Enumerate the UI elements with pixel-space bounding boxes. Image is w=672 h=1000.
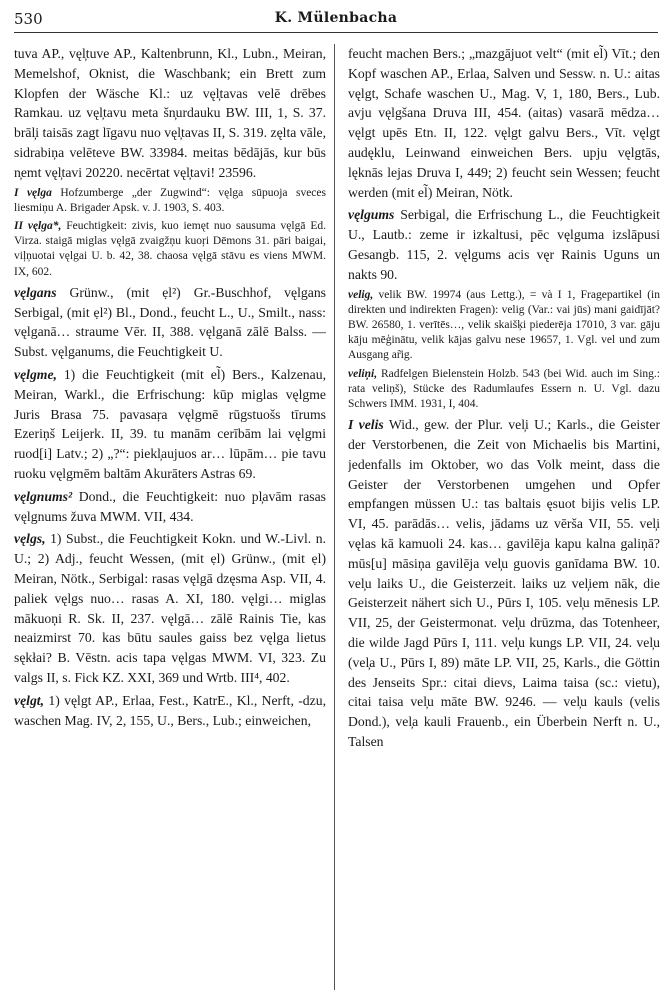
entry-text: Wid., gew. der Plur. vel̦i U.; Karls., die Geister der Verstorbenen, die Zeit von Michaelis bis Martini, jedenfalls im Oktober, wo das Volk meint, dass die Geister der Verstorbenen umgehen und Opfer empfangen müssen U.: tas baltais ęsuot bijis velis LP. VI, 45. parādās… velis, jādams uz vērša VII, 55. vel̦i vęlas kā kamuoli 24. kas… gavilēja kapu kalna galiņā? mūs[u] māsiņa gavilēja vel̦u guovis ganīdama BW. 10. vel̦u laiks U., die Geisterzeit. laiks uz vel̦iem nāk, die Geisterzeit nähert sich U., Pūrs I, 105. vel̦u mēnesis LP. VII, 25, der Geistermonat. vel̦u drūzma, das Totenheer, die wilde Jagd Pūrs I, 111. vel̦u kungs LP. VII, 24. vel̦u (vel̦a U., Pūrs I, 89) māte LP. VII, 25, Karls., die Göttin des Jenseits Spr.: citai dievs, Laima taisa (sc.: vietu), citai taisa vel̦u māte BW. 9246. — vel̦u kauls (velis Dond.), vel̦a kauli Frauenb., ein Überbein Nerft n. U., Talsen xyxy=(348,417,660,749)
entry-headword: vęlgt, xyxy=(14,692,45,708)
entry-text: 1) die Feuchtigkeit (mit el̃) Bers., Kalzenau, Meiran, Warkl., die Erfrischung: kūp miglas vęlgme Juris Brasa 75. pavasaŗa vęlgmē rūgstuošs tīrums Ezeriņš Leijerk. II, 39. tu manām cerībām lai vęlgmi ruod[i] Latv.; 2) „?“: piekl̦aujuos ar… lūpām… pie tavu ruoku vęlgmēm baltām Akurāters Astras 69. xyxy=(14,366,326,481)
left-column xyxy=(14,44,326,994)
entry-headword: veliņi, xyxy=(348,367,378,380)
page-number: 530 xyxy=(14,10,43,28)
entry-text: Hofzumberge „der Zugwind“: vęlga sūpuoja sveces liesmiņu A. Brigader Apsk. v. J. 1903, S. 403. xyxy=(14,186,326,214)
entry-text: 1) Subst., die Feuchtigkeit Kokn. und W.-Livl. n. U.; 2) Adj., feucht Wessen, (mit ẹl) Grünw., (mit ẹl) Meiran, Nötk., Serbigal: rasas vęlgā dzęsma Asp. VII, 4. paliek vęlgs nuo… rasas A. XI, 180. vęlgi… miglas mākuoņi R. Sk. II, 237. vęlgā… zālē Rainis Tie, kas neaizmirst 70. kas būtu saules gaiss bez vęlga lietus sękłai? B. Vēstn. acis tapa vęlgas MWM. VI, 323. Zu valgs II, s. Fick KZ. XXI, 369 und Wrtb. III⁴, 402. xyxy=(14,531,326,685)
entry-text: tuva AP., vęl̦tuve AP., Kaltenbrunn, Kl., Lubn., Meiran, Memelshof, Oknist, die Waschbank; ein Brett zum Klopfen der Wäsche Kl.: uz vęl̦tavas velē drēbes Ramkau. uz vęl̦tavu meta šn̦urdauku BW. III, 1, S. 37. brāl̦i taisās zagt līgavu nuo vęl̦tavas II, S. 319. zęlta vāle, sidrabiņa velēteve BW. 33984. meitas bēdājās, kur būs n̦emt vęl̦tavi 20220. necērtat vęl̦tavi! 23596. xyxy=(14,46,326,180)
entry-text: feucht machen Bers.; „mazgājuot velt“ (mit el̃) Vīt.; den Kopf waschen AP., Erlaa, Salven und Sessw. n. U.: aitas vęlgt, Schafe waschen U., Mag. V, 1, 180, Bers., Lub. avju vęlgšana Druva III, 454. (aitas) vasarā mēdza… vęlgt upēs Etn. II, 122. vęlgt galvu Bers., Vīt. vęlgt audęklu, Leinwand einweichen Bers. upju vęlgtās, lęknās lejas Druva I, 449; 2) feucht sein Wessen; feucht werden (mit el̃) Meiran, Nötk. xyxy=(348,46,660,200)
dictionary-entry xyxy=(14,529,326,687)
entry-headword: velig, xyxy=(348,288,374,301)
column-divider xyxy=(334,44,335,990)
dictionary-entry xyxy=(348,415,660,752)
entry-text: 1) vęlgt AP., Erlaa, Fest., KatrE., Kl., Nerft, -dzu, waschen Mag. IV, 2, 155, U., Bers., Lub.; einweichen, xyxy=(14,692,326,728)
entry-headword: II vęlga*, xyxy=(14,219,62,232)
entry-text: Feuchtigkeit: zivis, kuo iemęt nuo sausuma vęlgā Ed. Virza. staigā miglas vęlgā zvaigžņu kuoŗi Dēmons 31. pāri baigai, viļņuotai vęlgai U. b. 42, 38. chaosa vęlgā stāvu es viens MWM. IX, 602. xyxy=(14,219,326,278)
dictionary-entry xyxy=(14,365,326,484)
entry-text: Dond., die Feuchtigkeit: nuo pl̦avām rasas vęlgnums žuva MWM. VII, 434. xyxy=(14,488,326,524)
dictionary-entry xyxy=(348,44,660,202)
dictionary-entry xyxy=(14,487,326,527)
page-header xyxy=(14,10,658,33)
dictionary-entry xyxy=(14,219,326,280)
dictionary-entry xyxy=(348,288,660,364)
dictionary-entry xyxy=(14,186,326,216)
entry-headword: vęlgs, xyxy=(14,531,46,547)
entry-headword: vęlgme, xyxy=(14,366,57,382)
dictionary-entry xyxy=(348,367,660,413)
running-head: K. Mülenbacha xyxy=(274,10,398,26)
right-column xyxy=(348,44,660,994)
dictionary-entry xyxy=(348,205,660,284)
entry-headword: vęlgnums² xyxy=(14,488,73,504)
dictionary-entry xyxy=(14,283,326,362)
entry-headword: I velis xyxy=(348,417,384,433)
entry-headword: I vęlga xyxy=(14,186,52,199)
entry-headword: vęlgums xyxy=(348,207,395,223)
entry-text: Radfelgen Bielenstein Holzb. 543 (bei Wid. auch im Sing.: rata veliņš), Stücke des Radumlaufes Essern n. U. Vgl. dazu Schwers IMM. 1931, I, 404. xyxy=(348,367,660,410)
entry-text: Grünw., (mit ẹl²) Gr.-Buschhof, vęlgans Serbigal, (mit ẹl²) Bl., Dond., feucht L., U., Smilt., nass: vęlganā… straume Vēr. II, 388. vęlganā zālē Balss. — Subst. vęlganums, die Feuchtigkeit U. xyxy=(14,284,326,360)
entry-text: Serbigal, die Erfrischung L., die Feuchtigkeit U., Lautb.: zeme ir izkaltusi, pēc vęlguma izslāpusi Gesangb. 115, 2. vęlgums acis vęr Rainis Uguns un nakts 90. xyxy=(348,207,660,282)
entry-headword: vęlgans xyxy=(14,284,57,300)
dictionary-entry xyxy=(14,44,326,183)
dictionary-entry xyxy=(14,691,326,731)
entry-text: velik BW. 19974 (aus Lettg.), = và I 1, Fragepartikel (in direkten und indirekten Fragen): velig (Var.: vai jūs) mani gaidījāt? BW. 26580, 1. verītēs…, velik skaišķi piederēja 17010, 3 var. gāju kāju mēģinātu, velik kājas galvu nese 19657, 1. Vgl. vel und zum Ausgang ar̃ig. xyxy=(348,288,660,362)
